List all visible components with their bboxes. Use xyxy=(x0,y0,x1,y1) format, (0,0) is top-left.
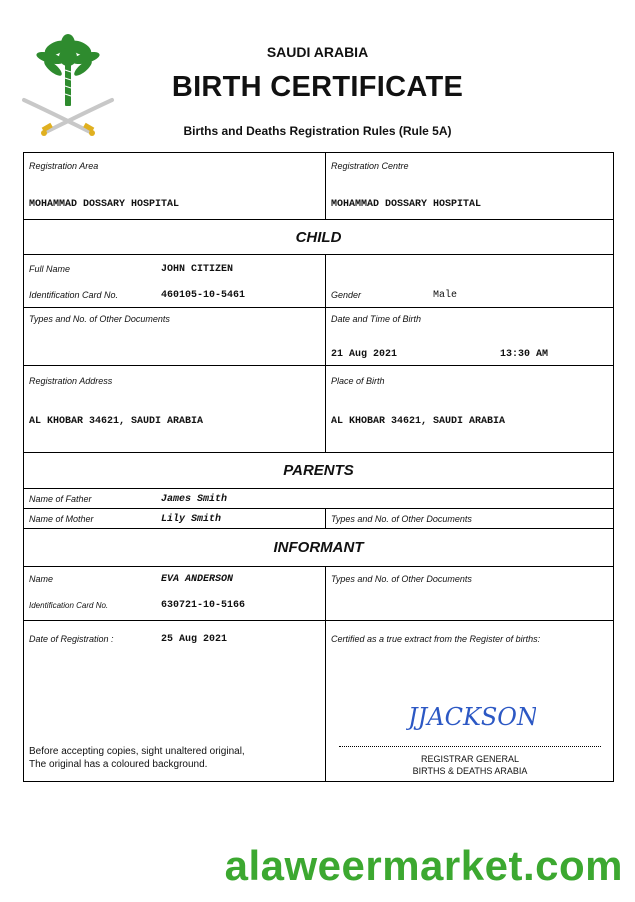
registrar-signature xyxy=(406,701,536,738)
mother-name-value: Lily Smith xyxy=(161,514,222,525)
informant-section-title: INFORMANT xyxy=(273,539,364,556)
birth-date-value: 21 Aug 2021 xyxy=(331,349,398,360)
document-title: BIRTH CERTIFICATE xyxy=(171,71,464,103)
divider xyxy=(24,219,613,220)
note-line-2: The original has a coloured background. xyxy=(29,759,208,770)
watermark-text: alaweermarket.com xyxy=(224,842,623,889)
informant-id-value: 630721-10-5166 xyxy=(161,600,246,611)
registration-area-value: MOHAMMAD DOSSARY HOSPITAL xyxy=(29,199,180,210)
child-full-name-value: JOHN CITIZEN xyxy=(161,264,234,275)
child-full-name-label: Full Name xyxy=(29,264,71,274)
divider xyxy=(24,528,613,529)
registrar-title-line-2: BIRTHS & DEATHS ARABIA xyxy=(412,766,528,776)
child-id-value: 460105-10-5461 xyxy=(161,290,246,301)
child-section-title: CHILD xyxy=(295,229,342,246)
birth-datetime-label: Date and Time of Birth xyxy=(331,314,421,324)
divider xyxy=(325,566,326,782)
informant-other-docs-label: Types and No. of Other Documents xyxy=(331,574,472,584)
divider xyxy=(24,488,613,489)
signature-line xyxy=(339,746,601,747)
divider xyxy=(24,620,613,621)
registration-address-label: Registration Address xyxy=(29,376,113,386)
child-gender-value: Male xyxy=(433,290,458,301)
informant-name-value: EVA ANDERSON xyxy=(161,574,234,585)
father-name-label: Name of Father xyxy=(29,494,92,504)
document-subtitle: Births and Deaths Registration Rules (Rule 5A) xyxy=(183,124,452,138)
parents-section-title: PARENTS xyxy=(283,462,354,479)
signature-text: JJACKSON xyxy=(408,703,536,731)
divider xyxy=(24,365,613,366)
birth-time-value: 13:30 AM xyxy=(500,349,549,360)
divider xyxy=(24,508,613,509)
divider xyxy=(24,254,613,255)
certified-statement: Certified as a true extract from the Register of births: xyxy=(331,634,541,644)
divider xyxy=(325,508,326,528)
certificate-form xyxy=(23,152,614,782)
parents-other-docs-label: Types and No. of Other Documents xyxy=(331,514,472,524)
divider xyxy=(24,452,613,453)
registration-address-value: AL KHOBAR 34621, SAUDI ARABIA xyxy=(29,416,204,427)
mother-name-label: Name of Mother xyxy=(29,514,94,524)
child-gender-label: Gender xyxy=(331,290,362,300)
registration-centre-label: Registration Centre xyxy=(331,161,409,171)
registrar-title-line-1: REGISTRAR GENERAL xyxy=(420,754,520,764)
date-of-registration-label: Date of Registration : xyxy=(29,634,114,644)
divider xyxy=(325,254,326,452)
divider xyxy=(325,153,326,219)
divider xyxy=(24,307,613,308)
registration-centre-value: MOHAMMAD DOSSARY HOSPITAL xyxy=(331,199,482,210)
date-of-registration-value: 25 Aug 2021 xyxy=(161,634,228,645)
note-line-1: Before accepting copies, sight unaltered original, xyxy=(29,746,245,757)
registration-area-label: Registration Area xyxy=(29,161,99,171)
child-other-docs-label: Types and No. of Other Documents xyxy=(29,314,170,324)
country-heading: SAUDI ARABIA xyxy=(266,44,369,60)
place-of-birth-value: AL KHOBAR 34621, SAUDI ARABIA xyxy=(331,416,506,427)
child-id-label: Identification Card No. xyxy=(29,290,119,300)
divider xyxy=(24,566,613,567)
informant-name-label: Name xyxy=(29,574,54,584)
place-of-birth-label: Place of Birth xyxy=(331,376,385,386)
informant-id-label: Identification Card No. xyxy=(29,601,109,610)
father-name-value: James Smith xyxy=(161,494,228,505)
